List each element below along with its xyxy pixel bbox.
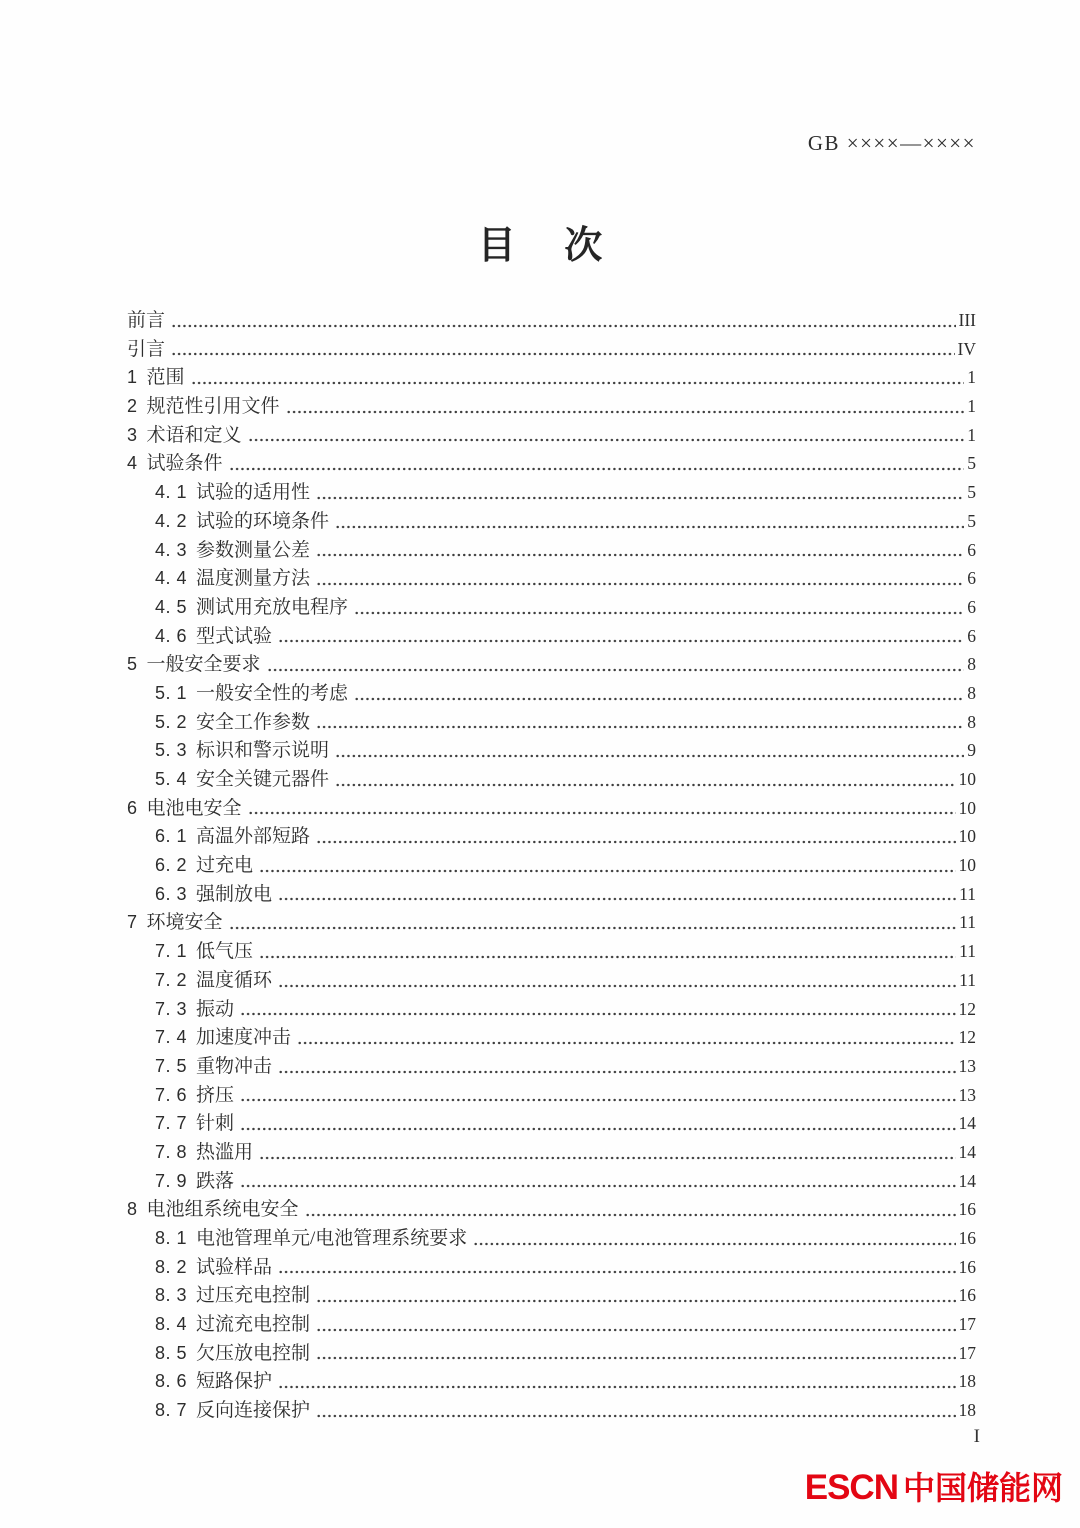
toc-entry-number: 8. 2 — [155, 1256, 188, 1277]
toc-page-number: 8 — [967, 654, 976, 675]
escn-logo-text-en: ESCN — [804, 1468, 898, 1507]
toc-entry-label — [155, 1367, 272, 1397]
toc-row — [127, 335, 976, 364]
toc-entry-title: 电池组系统电安全 — [146, 1199, 299, 1221]
toc-entry-number: 4. 5 — [155, 596, 188, 617]
toc-entry-title: 引言 — [127, 338, 166, 360]
toc-entry-number: 2 — [127, 396, 138, 417]
toc-entry-title: 短路保护 — [196, 1371, 273, 1393]
toc-row — [127, 1023, 976, 1052]
dot-leader — [278, 1052, 955, 1081]
toc-entry-number: 6 — [127, 797, 138, 818]
dot-leader — [248, 794, 956, 823]
toc-page-number: 16 — [958, 1285, 976, 1306]
toc-entry-number: 8. 3 — [155, 1285, 188, 1306]
toc-row — [127, 1138, 976, 1167]
toc-entry-label — [155, 1052, 272, 1082]
toc-entry-number: 8. 5 — [155, 1342, 188, 1363]
toc-page-number: 10 — [958, 826, 976, 847]
toc-entry-label — [155, 1310, 310, 1340]
toc-row — [127, 736, 976, 765]
toc-entry-label — [155, 1023, 291, 1053]
toc-entry-label — [155, 622, 272, 652]
dot-leader — [335, 736, 964, 765]
toc-row — [127, 880, 976, 909]
toc-row — [127, 507, 976, 536]
toc-entry-number: 8 — [127, 1199, 138, 1220]
toc-entry-label — [155, 679, 348, 709]
dot-leader — [267, 650, 965, 679]
toc-entry-number: 7. 6 — [155, 1084, 188, 1105]
toc-page-number: 10 — [958, 797, 976, 818]
toc-row — [127, 392, 976, 421]
toc-page-number: 14 — [958, 1141, 976, 1162]
toc-page-number: 6 — [967, 539, 976, 560]
toc-page-number: IV — [957, 338, 976, 359]
toc-list — [127, 306, 976, 1425]
toc-entry-title: 过流充电控制 — [196, 1314, 311, 1336]
dot-leader — [278, 880, 956, 909]
toc-page-number: 6 — [967, 596, 976, 617]
dot-leader — [240, 1109, 955, 1138]
toc-row — [127, 1367, 976, 1396]
toc-entry-label — [127, 363, 185, 393]
toc-page-number: 14 — [958, 1113, 976, 1134]
toc-entry-title: 安全关键元器件 — [196, 769, 330, 790]
toc-row — [127, 966, 976, 995]
toc-row — [127, 822, 976, 851]
dot-leader — [305, 1195, 956, 1224]
toc-row — [127, 765, 976, 794]
toc-entry-label — [155, 1138, 253, 1168]
dot-leader — [191, 363, 965, 392]
dot-leader — [316, 822, 955, 851]
toc-entry-title: 试验条件 — [146, 453, 223, 475]
page-title: 目 次 — [477, 225, 603, 267]
toc-entry-number: 7. 9 — [155, 1170, 188, 1191]
toc-entry-number: 6. 2 — [155, 855, 188, 876]
dot-leader — [316, 564, 964, 593]
dot-leader — [278, 966, 956, 995]
toc-entry-title: 电池电安全 — [146, 797, 242, 819]
toc-entry-number: 4. 6 — [155, 625, 188, 646]
dot-leader — [286, 392, 965, 421]
toc-row — [127, 478, 976, 507]
toc-page-number: 11 — [959, 883, 976, 904]
toc-entry-number: 3 — [127, 424, 138, 445]
toc-page-number: 13 — [958, 1055, 976, 1076]
toc-entry-title: 一般安全性的考虑 — [196, 682, 349, 704]
dot-leader — [316, 1339, 955, 1368]
toc-row — [127, 363, 976, 392]
dot-leader — [278, 622, 964, 651]
toc-entry-label — [155, 1253, 272, 1283]
standard-code: GB ××××—×××× — [807, 131, 976, 155]
toc-row — [127, 1253, 976, 1282]
toc-row — [127, 1081, 976, 1110]
dot-leader — [316, 536, 964, 565]
toc-entry-label — [155, 536, 310, 566]
toc-row — [127, 650, 976, 679]
toc-entry-title: 电池管理单元/电池管理系统要求 — [196, 1228, 468, 1249]
toc-page-number: 1 — [967, 396, 976, 417]
toc-entry-label — [155, 1224, 467, 1254]
toc-entry-number: 6. 3 — [155, 883, 188, 904]
toc-entry-number: 1 — [127, 367, 138, 388]
toc-entry-number: 5. 1 — [155, 682, 188, 703]
toc-page-number: 6 — [967, 625, 976, 646]
dot-leader — [171, 306, 956, 335]
toc-entry-number: 5. 2 — [155, 711, 188, 732]
toc-entry-label — [155, 478, 310, 508]
toc-entry-title: 环境安全 — [146, 912, 223, 934]
toc-page-number: 10 — [958, 855, 976, 876]
toc-entry-number: 7. 7 — [155, 1113, 188, 1134]
toc-entry-title: 参数测量公差 — [196, 539, 311, 561]
toc-page-number: 16 — [958, 1256, 976, 1277]
toc-entry-label — [127, 650, 261, 680]
toc-entry-title: 标识和警示说明 — [196, 740, 330, 762]
toc-page-number: 18 — [958, 1371, 976, 1392]
toc-entry-title: 前言 — [127, 310, 166, 331]
toc-entry-title: 加速度冲击 — [196, 1027, 292, 1049]
toc-entry-label — [155, 765, 329, 795]
toc-row — [127, 851, 976, 880]
toc-page-number: 11 — [959, 941, 976, 962]
toc-entry-number: 8. 7 — [155, 1400, 188, 1421]
toc-entry-title: 试验的适用性 — [196, 482, 311, 504]
toc-entry-title: 型式试验 — [196, 625, 273, 647]
toc-entry-number: 5 — [127, 654, 138, 675]
toc-page-number: 16 — [958, 1228, 976, 1248]
toc-entry-title: 术语和定义 — [146, 424, 242, 446]
toc-entry-label — [155, 736, 329, 766]
toc-page-number: 18 — [958, 1400, 976, 1421]
toc-entry-title: 过充电 — [196, 855, 254, 877]
dot-leader — [240, 1167, 955, 1196]
toc-entry-title: 热滥用 — [196, 1141, 254, 1163]
toc-row — [127, 1052, 976, 1081]
toc-row — [127, 536, 976, 565]
toc-entry-title: 温度测量方法 — [196, 568, 311, 590]
dot-leader — [240, 995, 955, 1024]
toc-page-number: 9 — [967, 740, 976, 761]
toc-page-number: III — [958, 310, 976, 330]
toc-row — [127, 1109, 976, 1138]
toc-entry-title: 一般安全要求 — [146, 654, 261, 676]
toc-entry-title: 强制放电 — [196, 883, 273, 905]
toc-entry-number: 8. 4 — [155, 1314, 188, 1335]
toc-entry-number: 7 — [127, 912, 138, 933]
toc-page-number: 12 — [958, 998, 976, 1019]
toc-row — [127, 1396, 976, 1425]
toc-row — [127, 1224, 976, 1253]
toc-entry-label — [155, 966, 272, 996]
toc-entry-number: 7. 4 — [155, 1027, 188, 1048]
toc-entry-label — [127, 307, 165, 336]
toc-entry-number: 5. 3 — [155, 740, 188, 761]
toc-entry-label — [155, 1109, 234, 1139]
toc-entry-label — [155, 851, 253, 881]
toc-entry-title: 过压充电控制 — [196, 1285, 311, 1307]
dot-leader — [297, 1023, 955, 1052]
toc-entry-title: 反向连接保护 — [196, 1400, 311, 1422]
toc-entry-number: 7. 1 — [155, 941, 188, 962]
toc-entry-number: 4. 4 — [155, 568, 188, 589]
toc-entry-title: 振动 — [196, 998, 235, 1020]
toc-entry-label — [127, 1195, 299, 1225]
toc-row — [127, 449, 976, 478]
toc-page-number: 16 — [958, 1199, 976, 1220]
dot-leader — [259, 1138, 955, 1167]
toc-page-number: 17 — [958, 1314, 976, 1335]
toc-entry-label — [155, 1167, 234, 1197]
toc-row — [127, 908, 976, 937]
toc-page-number: 6 — [967, 568, 976, 589]
toc-row — [127, 306, 976, 335]
toc-row — [127, 421, 976, 450]
dot-leader — [316, 1310, 955, 1339]
toc-entry-label — [155, 880, 272, 910]
toc-page-number: 1 — [967, 424, 976, 445]
toc-entry-number: 7. 8 — [155, 1141, 188, 1162]
dot-leader — [316, 708, 964, 737]
toc-entry-title: 跌落 — [196, 1170, 235, 1192]
toc-entry-number: 7. 2 — [155, 969, 188, 990]
toc-row — [127, 937, 976, 966]
toc-page-number: 10 — [958, 769, 976, 789]
toc-entry-label — [155, 1281, 310, 1311]
toc-entry-number: 4. 3 — [155, 539, 188, 560]
toc-entry-label — [155, 1081, 234, 1111]
toc-entry-number: 8. 1 — [155, 1228, 188, 1248]
toc-row — [127, 593, 976, 622]
toc-entry-number: 4. 1 — [155, 482, 188, 503]
dot-leader — [278, 1253, 955, 1282]
toc-page-number: 14 — [958, 1170, 976, 1191]
dot-leader — [316, 478, 964, 507]
toc-entry-title: 针刺 — [196, 1113, 235, 1135]
toc-row — [127, 1339, 976, 1368]
toc-page-number: 5 — [967, 482, 976, 503]
toc-page-number: 11 — [959, 912, 976, 933]
dot-leader — [240, 1081, 955, 1110]
toc-row — [127, 564, 976, 593]
toc-row — [127, 995, 976, 1024]
toc-entry-title: 安全工作参数 — [196, 711, 311, 733]
dot-leader — [229, 449, 965, 478]
toc-page-number: 12 — [958, 1027, 976, 1048]
toc-entry-number: 4 — [127, 453, 138, 474]
toc-entry-label — [155, 822, 310, 852]
toc-entry-title: 规范性引用文件 — [146, 396, 280, 418]
toc-row — [127, 1167, 976, 1196]
dot-leader — [248, 421, 965, 450]
toc-entry-label — [127, 421, 242, 451]
dot-leader — [335, 507, 964, 536]
escn-logo — [805, 1463, 1063, 1509]
toc-page-number: 5 — [967, 510, 976, 531]
toc-entry-number: 8. 6 — [155, 1371, 188, 1392]
dot-leader — [473, 1224, 955, 1253]
dot-leader — [316, 1281, 955, 1310]
toc-entry-number: 5. 4 — [155, 769, 188, 789]
toc-entry-label — [127, 908, 223, 938]
dot-leader — [354, 679, 964, 708]
toc-row — [127, 1281, 976, 1310]
toc-row — [127, 1310, 976, 1339]
toc-page-number: 11 — [959, 969, 976, 990]
toc-entry-title: 挤压 — [196, 1084, 235, 1106]
toc-entry-label — [127, 336, 165, 365]
toc-page-number: 8 — [967, 682, 976, 703]
footer-page-number: I — [973, 1426, 980, 1447]
toc-page-number: 17 — [958, 1342, 976, 1363]
toc-entry-label — [155, 564, 310, 594]
toc-entry-number: 6. 1 — [155, 826, 188, 847]
dot-leader — [316, 1396, 955, 1425]
toc-page-number: 5 — [967, 453, 976, 474]
toc-entry-label — [127, 794, 242, 824]
toc-entry-label — [155, 507, 329, 537]
toc-entry-title: 测试用充放电程序 — [196, 596, 349, 618]
toc-entry-title: 重物冲击 — [196, 1055, 273, 1077]
toc-entry-label — [127, 449, 223, 479]
toc-row — [127, 622, 976, 651]
toc-entry-number: 4. 2 — [155, 510, 188, 531]
toc-entry-label — [127, 392, 280, 422]
dot-leader — [171, 335, 955, 364]
escn-logo-text-zh: 中国储能网 — [902, 1470, 1063, 1506]
toc-row — [127, 794, 976, 823]
dot-leader — [354, 593, 964, 622]
toc-entry-title: 温度循环 — [196, 969, 273, 991]
toc-page-number: 8 — [967, 711, 976, 732]
toc-entry-title: 范围 — [146, 367, 185, 389]
toc-entry-number: 7. 5 — [155, 1055, 188, 1076]
dot-leader — [259, 937, 956, 966]
toc-entry-title: 欠压放电控制 — [196, 1342, 311, 1364]
toc-entry-label — [155, 593, 348, 623]
dot-leader — [278, 1367, 955, 1396]
toc-row — [127, 679, 976, 708]
toc-entry-title: 高温外部短路 — [196, 826, 311, 848]
toc-entry-number: 7. 3 — [155, 998, 188, 1019]
toc-entry-label — [155, 1339, 310, 1369]
toc-entry-label — [155, 995, 234, 1025]
toc-row — [127, 1195, 976, 1224]
toc-entry-title: 低气压 — [196, 941, 254, 963]
toc-entry-title: 试验样品 — [196, 1256, 273, 1278]
toc-page-number: 13 — [958, 1084, 976, 1105]
toc-page-number: 1 — [967, 367, 976, 388]
toc-entry-label — [155, 708, 310, 738]
toc-entry-title: 试验的环境条件 — [196, 510, 330, 532]
dot-leader — [335, 765, 955, 794]
dot-leader — [259, 851, 955, 880]
toc-entry-label — [155, 1396, 310, 1426]
dot-leader — [229, 908, 957, 937]
toc-entry-label — [155, 937, 253, 967]
toc-row — [127, 708, 976, 737]
